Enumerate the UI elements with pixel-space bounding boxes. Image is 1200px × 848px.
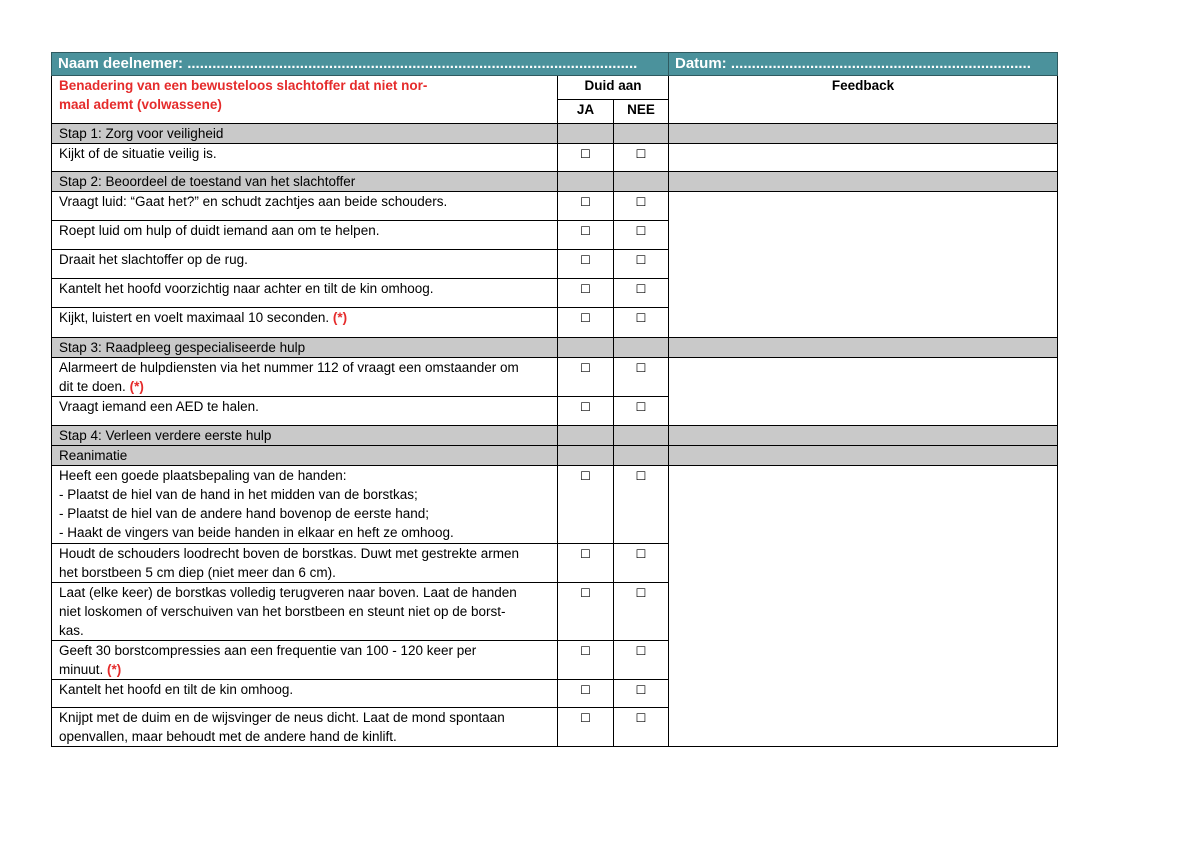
step-yes-cell	[558, 446, 614, 466]
critical-marker: (*)	[129, 379, 144, 394]
yes-cell	[558, 641, 614, 680]
form-title-line: Benadering van een bewusteloos slachtoffer dat niet nor-	[59, 78, 428, 93]
step-feedback-cell	[669, 172, 1058, 192]
subsection-row	[52, 446, 1058, 466]
yes-checkbox[interactable]: ☐	[580, 683, 591, 697]
no-checkbox[interactable]: ☐	[635, 644, 647, 658]
yes-checkbox[interactable]: ☐	[580, 644, 591, 658]
step-label: Stap 3: Raadpleeg gespecialiseerde hulp	[52, 338, 558, 358]
item-description	[52, 192, 558, 221]
step-feedback-cell	[669, 338, 1058, 358]
yes-checkbox[interactable]: ☐	[580, 195, 591, 209]
step-row	[52, 172, 1058, 192]
item-line: Geeft 30 borstcompressies aan een frequentie van 100 - 120 keer per	[59, 643, 477, 658]
no-checkbox[interactable]: ☐	[635, 586, 647, 600]
item-description	[52, 358, 558, 397]
step-yes-cell	[558, 124, 614, 144]
no-checkbox[interactable]: ☐	[635, 195, 647, 209]
step-row	[52, 426, 1058, 446]
item-line: Kantelt het hoofd voorzichtig naar achter en tilt de kin omhoog.	[59, 281, 434, 296]
item-line: Vraagt iemand een AED te halen.	[59, 399, 259, 414]
yes-cell	[558, 221, 614, 250]
no-cell	[614, 308, 669, 338]
step-no-cell	[614, 338, 669, 358]
item-line: Vraagt luid: “Gaat het?” en schudt zachtjes aan beide schouders.	[59, 194, 448, 209]
no-checkbox[interactable]: ☐	[635, 253, 647, 267]
step-yes-cell	[558, 172, 614, 192]
no-cell	[614, 192, 669, 221]
item-description	[52, 250, 558, 279]
item-line	[59, 377, 553, 396]
no-cell	[614, 250, 669, 279]
yes-cell	[558, 308, 614, 338]
step-no-cell	[614, 446, 669, 466]
item-line: Alarmeert de hulpdiensten via het nummer 112 of vraagt een omstaander om	[59, 360, 519, 375]
checklist-item	[52, 358, 1058, 397]
step-no-cell	[614, 172, 669, 192]
yes-checkbox[interactable]: ☐	[580, 400, 591, 414]
item-description	[52, 221, 558, 250]
subsection-label: Reanimatie	[52, 446, 558, 466]
item-line: Kijkt of de situatie veilig is.	[59, 146, 217, 161]
item-description	[52, 641, 558, 680]
no-cell	[614, 358, 669, 397]
feedback-cell[interactable]	[669, 358, 1058, 426]
no-checkbox[interactable]: ☐	[635, 469, 647, 483]
yes-cell	[558, 250, 614, 279]
checklist-item	[52, 466, 1058, 544]
item-line: Laat (elke keer) de borstkas volledig terugveren naar boven. Laat de handen	[59, 585, 517, 600]
no-checkbox[interactable]: ☐	[635, 361, 647, 375]
yes-cell	[558, 192, 614, 221]
no-checkbox[interactable]: ☐	[635, 400, 647, 414]
feedback-cell[interactable]	[669, 144, 1058, 172]
item-line: - Plaatst de hiel van de andere hand bovenop de eerste hand;	[59, 506, 430, 521]
indicate-column-header: Duid aan	[558, 76, 669, 100]
yes-cell	[558, 397, 614, 426]
item-description	[52, 144, 558, 172]
yes-checkbox[interactable]: ☐	[580, 469, 591, 483]
item-description	[52, 680, 558, 708]
step-no-cell	[614, 426, 669, 446]
item-line: Roept luid om hulp of duidt iemand aan om te helpen.	[59, 223, 380, 238]
yes-cell	[558, 144, 614, 172]
item-line-text: minuut.	[59, 662, 104, 677]
item-description	[52, 397, 558, 426]
no-checkbox[interactable]: ☐	[635, 224, 647, 238]
item-description	[52, 544, 558, 583]
no-cell	[614, 583, 669, 641]
yes-checkbox[interactable]: ☐	[580, 586, 591, 600]
item-description	[52, 308, 558, 338]
step-feedback-cell	[669, 446, 1058, 466]
item-description	[52, 279, 558, 308]
yes-checkbox[interactable]: ☐	[580, 711, 591, 725]
feedback-cell[interactable]	[669, 192, 1058, 338]
item-line: Houdt de schouders loodrecht boven de borstkas. Duwt met gestrekte armen	[59, 546, 519, 561]
no-cell	[614, 221, 669, 250]
form-title	[52, 76, 558, 124]
yes-cell	[558, 583, 614, 641]
no-checkbox[interactable]: ☐	[635, 711, 647, 725]
critical-marker: (*)	[107, 662, 122, 677]
yes-cell	[558, 680, 614, 708]
item-description	[52, 466, 558, 544]
yes-column-header: JA	[558, 100, 614, 124]
step-feedback-cell	[669, 426, 1058, 446]
no-cell	[614, 279, 669, 308]
item-line: openvallen, maar behoudt met de andere hand de kinlift.	[59, 729, 397, 744]
checklist-item	[52, 192, 1058, 221]
no-checkbox[interactable]: ☐	[635, 683, 647, 697]
item-line: Kantelt het hoofd en tilt de kin omhoog.	[59, 682, 294, 697]
no-cell	[614, 144, 669, 172]
item-line: Heeft een goede plaatsbepaling van de handen:	[59, 468, 347, 483]
yes-checkbox[interactable]: ☐	[580, 361, 591, 375]
feedback-column-header: Feedback	[669, 76, 1058, 124]
item-line	[59, 308, 553, 327]
no-cell	[614, 680, 669, 708]
item-line-text: Kijkt, luistert en voelt maximaal 10 seconden.	[59, 310, 330, 325]
step-yes-cell	[558, 338, 614, 358]
step-label: Stap 4: Verleen verdere eerste hulp	[52, 426, 558, 446]
yes-checkbox[interactable]: ☐	[580, 224, 591, 238]
item-line: Draait het slachtoffer op de rug.	[59, 252, 248, 267]
participant-name-field[interactable]: Naam deelnemer: ............................................................................................................	[52, 53, 669, 76]
yes-cell	[558, 544, 614, 583]
evaluation-checklist-table	[51, 52, 1058, 747]
no-cell	[614, 397, 669, 426]
critical-marker: (*)	[332, 310, 348, 325]
yes-cell	[558, 279, 614, 308]
item-description	[52, 708, 558, 747]
item-line: Knijpt met de duim en de wijsvinger de neus dicht. Laat de mond spontaan	[59, 710, 505, 725]
no-cell	[614, 641, 669, 680]
feedback-cell[interactable]	[669, 466, 1058, 747]
no-checkbox[interactable]: ☐	[635, 311, 647, 325]
yes-checkbox[interactable]: ☐	[580, 147, 591, 161]
no-cell	[614, 544, 669, 583]
header-row	[52, 53, 1058, 76]
yes-cell	[558, 466, 614, 544]
item-line-text: dit te doen.	[59, 379, 126, 394]
yes-checkbox[interactable]: ☐	[580, 547, 591, 561]
no-checkbox[interactable]: ☐	[635, 282, 647, 296]
item-line: kas.	[59, 623, 84, 638]
step-label: Stap 2: Beoordeel de toestand van het slachtoffer	[52, 172, 558, 192]
yes-checkbox[interactable]: ☐	[580, 253, 591, 267]
item-line: - Haakt de vingers van beide handen in elkaar en heft ze omhoog.	[59, 525, 454, 540]
date-field[interactable]: Datum: ........................................................................	[669, 53, 1058, 76]
no-checkbox[interactable]: ☐	[635, 547, 647, 561]
yes-checkbox[interactable]: ☐	[580, 311, 591, 325]
no-checkbox[interactable]: ☐	[635, 147, 647, 161]
item-line: niet loskomen of verschuiven van het borstbeen en steunt niet op de borst-	[59, 604, 506, 619]
no-column-header: NEE	[614, 100, 669, 124]
yes-cell	[558, 358, 614, 397]
item-line	[59, 660, 553, 679]
step-row	[52, 338, 1058, 358]
form-title-line: maal ademt (volwassene)	[59, 97, 222, 112]
step-no-cell	[614, 124, 669, 144]
no-cell	[614, 466, 669, 544]
title-row	[52, 76, 1058, 100]
step-label: Stap 1: Zorg voor veiligheid	[52, 124, 558, 144]
no-cell	[614, 708, 669, 747]
step-feedback-cell	[669, 124, 1058, 144]
yes-checkbox[interactable]: ☐	[580, 282, 591, 296]
item-line: - Plaatst de hiel van de hand in het midden van de borstkas;	[59, 487, 418, 502]
step-row	[52, 124, 1058, 144]
checklist-item	[52, 144, 1058, 172]
item-description	[52, 583, 558, 641]
yes-cell	[558, 708, 614, 747]
step-yes-cell	[558, 426, 614, 446]
item-line: het borstbeen 5 cm diep (niet meer dan 6 cm).	[59, 565, 336, 580]
